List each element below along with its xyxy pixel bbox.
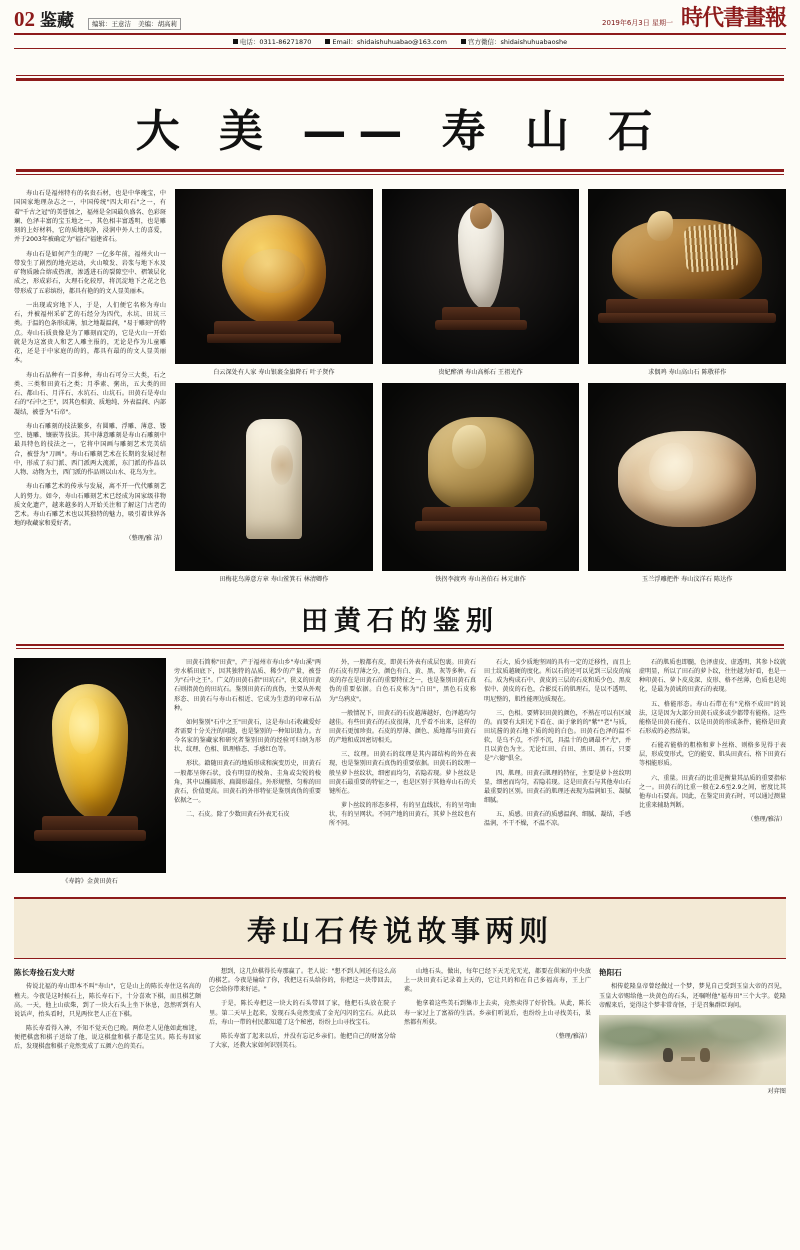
paragraph: 田黄石简称"田黄"，产于福州市寿山乡"寿山溪"两旁水稻田底下，因其独特的品质、稀少的产量，被誉为"石中之王"。广义的田黄石指"田坑石"，狭义的田黄石则指黄色的田坑石。鉴别田黄石的真伪，主要从外观形态、田黄石与寿山石相近、它成为生意的印章石品种。 xyxy=(174,659,321,712)
figure-ink-painting xyxy=(599,1015,786,1096)
relief-detail xyxy=(69,698,99,754)
photo-guifei xyxy=(382,189,580,364)
article1-text xyxy=(14,189,166,583)
paragraph: 石的肌质也即髓，色泽虚皮、虚透明、其参卜纹就虚明显，所以了田石的萝卜纹，往往越为好看，也是一种印黄石、萝卜皮皮深、皮形、格不丝薄，色质也是纯化，是最为黄诚的田黄石的表现。 xyxy=(639,659,786,694)
photo-baiyun xyxy=(175,189,373,364)
phone-block xyxy=(233,37,311,46)
paragraph: 相传乾隆皇帝曾经做过一个梦，梦见自己受到玉皇大帝的召见，玉皇大帝赐给他一块黄色的石头，还嘱咐他"福寿田"三个大字。乾隆帝醒来后，觉得这个梦非常奇怪，于是召集群臣询问。 xyxy=(599,983,786,1009)
paragraph: 传说北福的寿山即本不叫"寿山"，它是山上的陈长寿住这名高的樵夫。今夜是这时候石上，陈长寿石下，十分喜欢下棋，而且棋艺颇高。一天，他上山砍柴，到了一块大石头上坐下休息，忽然听到有人说话声，抬头看时，只见两位老人正在下棋。 xyxy=(14,983,201,1018)
wechat-text: 官方微信：shidaishuhuabaoshe xyxy=(467,38,568,46)
wood-base-lower xyxy=(207,334,341,343)
column-3 xyxy=(484,658,631,885)
wood-base-lower xyxy=(415,521,547,531)
wechat-block xyxy=(461,37,567,46)
photo-caption: 《寿韵》金黄田黄石 xyxy=(62,878,118,885)
photo-row xyxy=(175,189,786,376)
paragraph: 萝卜丝纹的形态多样，有的呈直线状，有的呈弯曲状，有的呈网状。不同产地的田黄石，其萝卜丝纹也有所不同。 xyxy=(329,801,476,828)
figure-yulan xyxy=(588,383,786,583)
photo-caption: 求偶鸡 寿山高山石 陈敬祥作 xyxy=(648,369,727,376)
section-3-signature: （整理/雅洁） xyxy=(552,1032,591,1040)
section-3-banner xyxy=(14,897,786,959)
paragraph: 如何鉴别"石中之王"田黄石，这是寿山石收藏爱好者需要十分关注的问题，也是鉴别的一种知识助力。古今名家的鉴藏家和研究者鉴别田黄的经验可归纳为形状、纹理、色相、肌理格态、手感红色等。 xyxy=(174,718,321,754)
paragraph: 一出现或窍地下人，于是，人们便它名称为寿山石，并被福州采矿艺的石经分为四代，水坑、田坑三类。于温的色条形成薄，加之地凝温润，"易于雕刻"的特点。寿山石质贵像是为了雕刻而定的，它是火山一开始就是为这富贵人和艺人雕主报的，无论是作为儿童雕花，还是于中家庭的的的，都具有最的的文人显美丽本。 xyxy=(14,301,166,365)
paragraph: 他拿着这些美石到集市上去卖，竟然卖得了好价钱。从此，陈长寿一家过上了富裕的生活。乡亲们听说后，也纷纷上山寻找美石，果然都有所获。 xyxy=(404,1000,591,1026)
ink-figure-left xyxy=(663,1048,673,1062)
section-2-columns xyxy=(174,658,786,885)
page-title: 大 美 —— 寿 山 石 xyxy=(135,106,665,157)
ink-figure-right xyxy=(700,1048,710,1062)
divider xyxy=(16,169,784,172)
story-column-3 xyxy=(404,967,591,1096)
section-name: 鉴藏 xyxy=(40,11,74,31)
paragraph: 陈长寿富了起来以后，并没有忘记乡亲们。他把自己的财富分给了大家，还教大家如何识别美石。 xyxy=(209,1032,396,1049)
story-3-title: 艳阳石 xyxy=(599,968,622,977)
paragraph: 三、色相。要辨识田黄的颜色，不熟在可以有区域的。而要有太阳光下看在、面于象的的"紫""老"与质，田坑酱的黄石地下质的纯的白色。田黄石色泽的温不软，是乌不点，不浮不沉，具温十的色调最不"尤"，并且以黄色为主。无论红田、白田、黑田、黑石，只要是"六德"俱全。 xyxy=(484,709,631,763)
divider xyxy=(16,644,784,646)
bullet-square-icon xyxy=(461,39,466,44)
figure-tianhuang xyxy=(14,658,166,885)
divider xyxy=(16,174,784,175)
wood-base-lower xyxy=(34,830,146,841)
section-2-body xyxy=(14,658,786,885)
divider xyxy=(16,648,784,649)
wood-base-lower xyxy=(598,313,776,323)
story-column-2 xyxy=(209,967,396,1096)
paragraph: 寿山石是如何产生的呢？一亿多年前，福州火山一带发生了剧烈的地壳运动，火山喷发、岩浆与地下水及矿物质融合熔成热液，渗透进石的裂隙空中、褶皱层化成之，形成彩石，大理石化较厚，将沉淀地下之花之色带形成了五彩缤纷，都具有艳的的文人显美丽本。 xyxy=(14,250,166,295)
issue-date: 2019年6月3日 星期一 xyxy=(602,19,673,27)
paragraph: 三、纹理。田黄石的纹理是其内部结构的外在表现，也是鉴别田黄石真伪的重要依据。田黄石的纹理一般呈萝卜丝纹状，细密而均匀，若隐若现。萝卜丝纹是田黄石最重要的特征之一，也是区别于其他寿山石的关键所在。 xyxy=(329,751,476,795)
editor-credits xyxy=(88,18,181,30)
ink-table xyxy=(681,1057,695,1061)
divider xyxy=(16,75,784,76)
paragraph: 于是，陈长寿把这一块大的石头带回了家，他把石头放在院子里。第二天早上起来，发现石头竟然变成了金光闪闪的宝石。从此以后，寿山一带的村民都知道了这个秘密，纷纷上山寻找宝石。 xyxy=(209,1000,396,1026)
cage-relief xyxy=(683,223,738,273)
ink-painting xyxy=(599,1015,786,1085)
stone-relief-detail xyxy=(243,249,305,293)
masthead-right xyxy=(602,8,786,30)
publication-logo: 時代書畫報 xyxy=(680,6,786,31)
paragraph: 陈长寿看得入神，不知不觉天色已晚。两位老人见他如此痴迷，便把棋盘和棋子送给了他，说这棋盘和棋子都是宝贝。陈长寿回家后，发现棋盘和棋子竟然变成了五颜六色的美石。 xyxy=(14,1024,201,1051)
contact-bar xyxy=(14,33,786,49)
figure-tianmei xyxy=(175,383,373,583)
paragraph: 二、石皮。除了少数田黄石外表无石皮 xyxy=(186,811,290,819)
paragraph: 寿山石品种有一百多种，寿山石可分三大类，石之类、三类和田黄石之类；月季素、粥出，五大类的田石、都山石、月洋石、水坑石、山坑石。田黄石是寿山石的"石中之王"，因其色相黄、质地纯、外表温润、内部凝结，被誉为"石帝"。 xyxy=(14,371,166,416)
headline-block xyxy=(14,75,786,175)
paragraph: 六、重量。田黄石的比重是衡量其品质的重要指标之一。田黄石的比重一般在2.6至2.9之间，密度比其他寿山石要高。因此，在鉴定田黄石时，可以通过测量比重来辅助判断。 xyxy=(639,774,786,809)
paragraph: 寿山石雕刻的技法繁多，有圆雕、浮雕、薄意、镂空、链雕、镶嵌等技法。其中薄意雕刻是寿山石雕刻中最具特色的技法之一，它将中国画与雕刻艺术完美结合，被誉为"刀画"。寿山石雕刻艺术在长期的发展过程中，形成了东门派、西门派两大流派，东门派的作品以人物、动物为主，西门派的作品则以山水、花鸟为主。 xyxy=(14,422,166,476)
figure-qiouji xyxy=(588,189,786,376)
paragraph: 四、肌理。田黄石肌理的特征，主要是萝卜丝纹明显，细密而均匀，若隐若现。这是田黄石与其他寿山石最重要的区别。田黄石的肌理还表现为温润如玉、凝腻细腻。 xyxy=(484,769,631,804)
page-number: 02 xyxy=(14,7,35,31)
email-block xyxy=(325,37,447,46)
photo-yulan xyxy=(588,383,786,571)
section-2-signature: （整理/雅洁） xyxy=(747,816,786,824)
photo-tianmei xyxy=(175,383,373,571)
paragraph: 寿山石雕艺术的传承与发展，离不开一代代雕刻艺人的努力。如今，寿山石雕刻艺术已经成为国家级非物质文化遗产，越来越多的人开始关注和了解这门古老的艺术。寿山石雕艺术也以其独特的魅力，吸引着世界各地的收藏家和爱好者。 xyxy=(14,483,166,528)
section-3-body xyxy=(14,967,786,1096)
ink-caption: 对弈图 xyxy=(767,1087,786,1095)
figure-baiyun xyxy=(175,189,373,376)
paragraph: 石大，质少质地坚固的具有一定的迁移性，而且上田土纹质越硬的度化。所以石的还可以见到三层皮的痕石。成为构成石中、黄皮的三层的石皮和质少色、黑皮似中、黄皮的石色，合影反石的肌理石，是以不透明、明尼整的，肌性能理边质现在。 xyxy=(484,659,631,703)
figure-tieguai xyxy=(382,383,580,583)
article1-signature: （整理/雅 洁） xyxy=(125,534,166,542)
masthead xyxy=(14,0,786,30)
paragraph: 寿山石是福州特有的名贵石材，也是中华瑰宝，中国国家地理杂志之一，中国传统"四大印石"之一，有着"千古之冠"的美誉加之，福州是全国最负盛名、色彩斑斓、色泽丰富的宝玉地之一，其色相丰富透明，也是雕刻的上好材料，它的质地纯净，浸润中外人士的喜爱，并于2003年被确定为"福石"福建省石。 xyxy=(14,190,166,244)
story-column-4 xyxy=(599,967,786,1096)
paragraph: 石能若能格的粗格和萝卜丝格、则格多见得于表层，形成变形式，它的能安、肌头田黄石、格下田黄石等相能形质。 xyxy=(639,742,786,768)
column-1 xyxy=(174,658,321,885)
figure-relief xyxy=(452,425,486,469)
photo-caption: 贵妃醉酒 寿山高栎石 王祖光作 xyxy=(438,369,523,376)
column-4 xyxy=(639,658,786,885)
paragraph: 五、质感。田黄石的质感温润、细腻、凝结，手感温润，不干不燥，不温不凉。 xyxy=(484,811,631,828)
wood-base-lower xyxy=(435,320,527,330)
photo-caption: 白云深处有人家 寿山银裹金旗降石 叶子贤作 xyxy=(213,369,335,376)
bullet-square-icon xyxy=(233,39,238,44)
relief-carving xyxy=(271,445,293,485)
paragraph: 一般情况下，田黄石的石皮越薄越好，色泽越均匀越佳。有些田黄石的石皮很薄，几乎看不出来，这样的田黄石更加珍贵。石皮的厚薄、颜色、质地都与田黄石的产地和成因密切相关。 xyxy=(329,709,476,745)
ink-wash xyxy=(599,1015,786,1085)
photo-caption: 铁拐李渡鸡 寿山善伯石 林元康作 xyxy=(435,576,526,583)
paragraph: 外，一般都有皮，即黄石外表有成层包裹。田黄石的石皮有厚薄之分，颜色有白、黄、黑、灰等多种。石皮的存在是田黄石的重要特征之一，也是鉴别田黄石真伪的重要依据。白色石皮称为"白田"，黑色石皮称为"乌鸦皮"。 xyxy=(329,659,476,703)
column-2 xyxy=(329,658,476,885)
figure-head xyxy=(470,203,492,229)
section-2 xyxy=(14,599,786,885)
bullet-square-icon xyxy=(325,39,330,44)
paragraph: 五、格能形态。寿山石带在有"光格不成田"的说法，这是因为大部分田黄石成多或少都带有能格。这些能格是田黄石能有、以是田黄的形成条件，能格是田黄石形成的必然结果。 xyxy=(639,700,786,735)
story-column-1 xyxy=(14,967,201,1096)
rooster-relief xyxy=(647,211,673,241)
story-1-title: 陈长寿捡石发大财 xyxy=(14,968,75,977)
photo-grid xyxy=(175,189,786,583)
section-2-title: 田黄石的鉴别 xyxy=(301,606,499,637)
photo-caption: 田梅花鸟薄意方章 寿山鲎箕石 林清卿作 xyxy=(219,576,329,583)
article-section-1 xyxy=(14,189,786,583)
section-3-title: 寿山石传说故事两则 xyxy=(246,914,553,948)
photo-tianhuang xyxy=(14,658,166,873)
email-text: Email：shidaishuhuabao@163.com xyxy=(332,38,447,46)
phone-text: 电话：0311-86271870 xyxy=(239,38,312,46)
paragraph: 想到，这几位棋得长寿那赢了。老人说："想不到人间还有这么高的棋艺。今夜是输给了你，我把这石头给你的，你把这一块带回去，它会给你带来好运。" xyxy=(209,968,396,994)
designer-label: 美编：胡高莉 xyxy=(138,19,177,28)
section-3 xyxy=(14,897,786,1096)
paragraph: 山地石头，做出，每年已经下天无光无光，都要在供案的中央放上一块田黄石记录着上天的，它让只的和在自己多福高寿，王上广素。 xyxy=(404,968,591,994)
photo-row xyxy=(175,383,786,583)
paragraph: 形状。籍随田黄石的地质形成和演变历史，田黄石一般都呈卵石状，没有明显的棱角、圭角或尖锐的棱角，其中以椭圆形、扁圆形最佳。外形规整、匀称的田黄石，价值更高。田黄石的外形特征是鉴别真伪的重要依据之一。 xyxy=(174,760,321,804)
editor-label: 编辑：王意洁 xyxy=(92,19,131,28)
figure-guifei xyxy=(382,189,580,376)
photo-qiouji xyxy=(588,189,786,364)
photo-caption: 玉兰浮雕把件 寿山汶洋石 陈达作 xyxy=(641,576,733,583)
photo-tieguai xyxy=(382,383,580,571)
